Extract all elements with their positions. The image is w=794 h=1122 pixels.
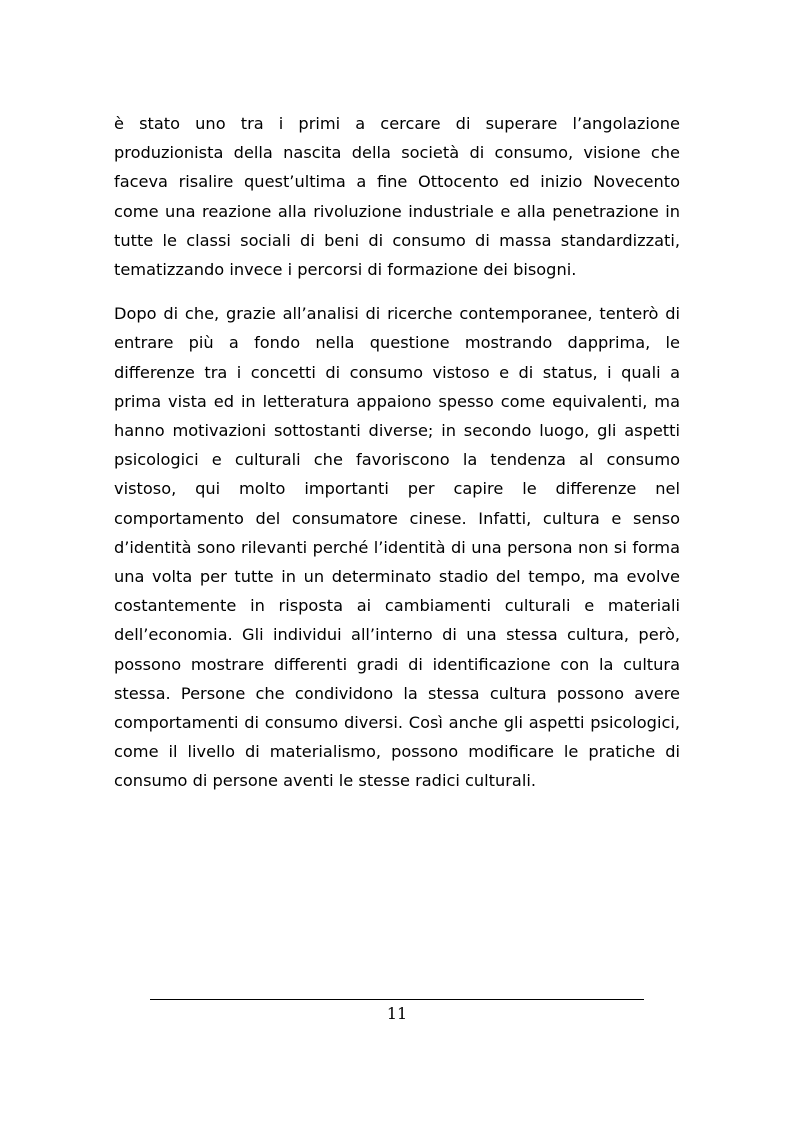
paragraph-1: è stato uno tra i primi a cercare di superare l’angolazione produzionista della nascita della società di consumo, visione che faceva risalire quest’ultima a fine Ottocento ed inizio Novecento come una reazione alla rivoluzione industriale e alla penetrazione in tutte le classi sociali di beni di consumo di massa standardizzati, tematizzando invece i percorsi di formazione dei bisogni. [114, 114, 680, 280]
footer-rule [150, 999, 644, 1000]
paragraph-2: Dopo di che, grazie all’analisi di ricerche contemporanee, tenterò di entrare più a fondo nella questione mostrando dapprima, le differenze tra i concetti di consumo vistoso e di status, i quali a prima vista ed in letteratura appaiono spesso come equivalenti, ma hanno motivazioni sottostanti diverse; in secondo luogo, gli aspetti psicologici e culturali che favoriscono la tendenza al consumo vistoso, qui molto importanti per capire le differenze nel comportamento del consumatore cinese. Infatti, cultura e senso d’identità sono rilevanti perché l’identità di una persona non si forma una volta per tutte in un determinato stadio del tempo, ma evolve costantemente in risposta ai cambiamenti culturali e materiali dell’economia. Gli individui all’interno di una stessa cultura, però, possono mostrare differenti gradi di identificazione con la cultura stessa. Persone che condividono la stessa cultura possono avere comportamenti di consumo diversi. Così anche gli aspetti psicologici, come il livello di materialismo, possono modificare le pratiche di consumo di persone aventi le stesse radici culturali. [114, 304, 680, 791]
body-text [114, 109, 680, 796]
page-number: 11 [386, 1004, 408, 1023]
